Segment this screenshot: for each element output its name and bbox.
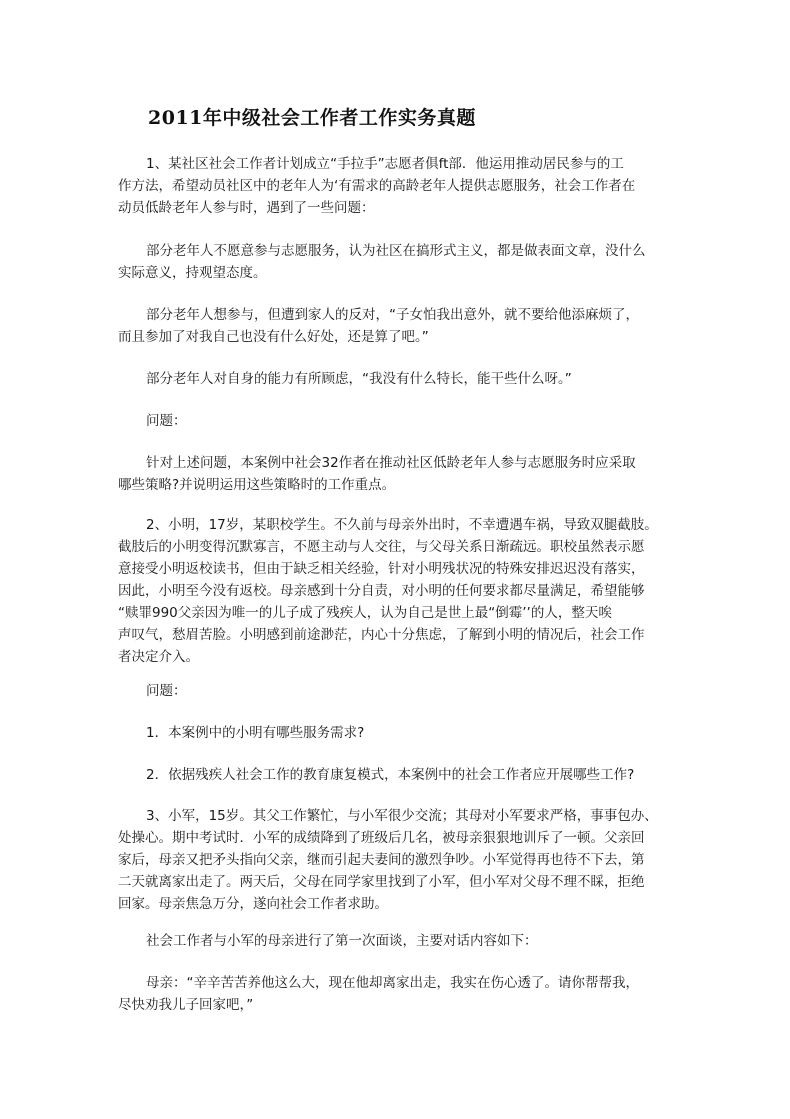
document-title: 2011年中级社会工作者工作实务真题 — [148, 107, 476, 129]
paragraph-case-3-intro: 3、小军，15岁。其父工作繁忙，与小军很少交流；其母对小军要求严格，事事包办、 处操心。期中考试时．小军的成绩降到了班级后几名，被母亲狠狠地训斥了一顿。父亲回 家后，母亲又把矛头指向父亲，继而引起夫妻间的激烈争吵。小军觉得再也待不下去，第 二天就离家出走了。两天后，父母在同学家里找到了小军，但小军对父母不理不睬，拒绝 回家。母亲焦急万分，遂向社会工作者求助。 — [118, 808, 658, 912]
paragraph-case-2-question-2: 2．依据残疾人社会工作的教育康复模式，本案例中的社会工作者应开展哪些工作? — [146, 767, 635, 783]
paragraph-case-2-intro: 2、小明，17岁，某职校学生。不久前与母亲外出时，不幸遭遇车祸，导致双腿截肢。 截肢后的小明变得沉默寡言，不愿主动与人交往，与父母关系日渐疏远。职校虽然表示愿 意接受小明返校读书，但由于缺乏相关经验，针对小明残状况的特殊安排迟迟没有落实， 因此，小明至今没有返校。母亲感到十分自责，对小明的任何要求都尽量满足，希望能够 “赎罪990父亲因为唯一的儿子成了残疾人，认为自己是世上最“倒霉’’的人，整天唉 声叹气，愁眉苦脸。小明感到前途渺茫，内心十分焦虑，了解到小明的情况后，社会工作 者决定介入。 — [118, 517, 658, 665]
paragraph-case-3-interview: 社会工作者与小军的母亲进行了第一次面谈，主要对话内容如下： — [146, 933, 538, 949]
paragraph-case-1-intro: 1、某社区社会工作者计划成立“手拉手”志愿者俱ft部．他运用推动居民参与的工 作方法，希望动员社区中的老年人为‘有需求的高龄老年人提供志愿服务，社会工作者在 动员低龄老年人参与时，遇到了一些问题： — [118, 156, 636, 216]
paragraph-case-2-question-label: 问题： — [146, 683, 187, 699]
paragraph-case-2-question-1: 1．本案例中的小明有哪些服务需求? — [146, 725, 365, 741]
paragraph-case-1-question: 针对上述问题，本案例中社会32作者在推动社区低龄老年人参与志愿服务时应采取 哪些策略?并说明运用这些策略时的工作重点。 — [118, 455, 636, 493]
paragraph-case-3-mother-quote: 母亲：“辛辛苦苦养他这么大，现在他却离家出走，我实在伤心透了。请你帮帮我， 尽快劝我儿子回家吧，” — [118, 975, 639, 1013]
paragraph-case-1-issue-a: 部分老年人不愿意参与志愿服务，认为社区在搞形式主义，都是做表面文章，没什么 实际意义，持观望态度。 — [118, 243, 646, 281]
paragraph-case-1-question-label: 问题： — [146, 413, 187, 429]
paragraph-case-1-issue-b: 部分老年人想参与，但遭到家人的反对，“子女怕我出意外，就不要给他添麻烦了， 而且参加了对我自己也没有什么好处，还是算了吧。” — [118, 307, 639, 345]
paragraph-case-1-issue-c: 部分老年人对自身的能力有所顾虑，“我没有什么特长，能干些什么呀。” — [146, 371, 572, 387]
